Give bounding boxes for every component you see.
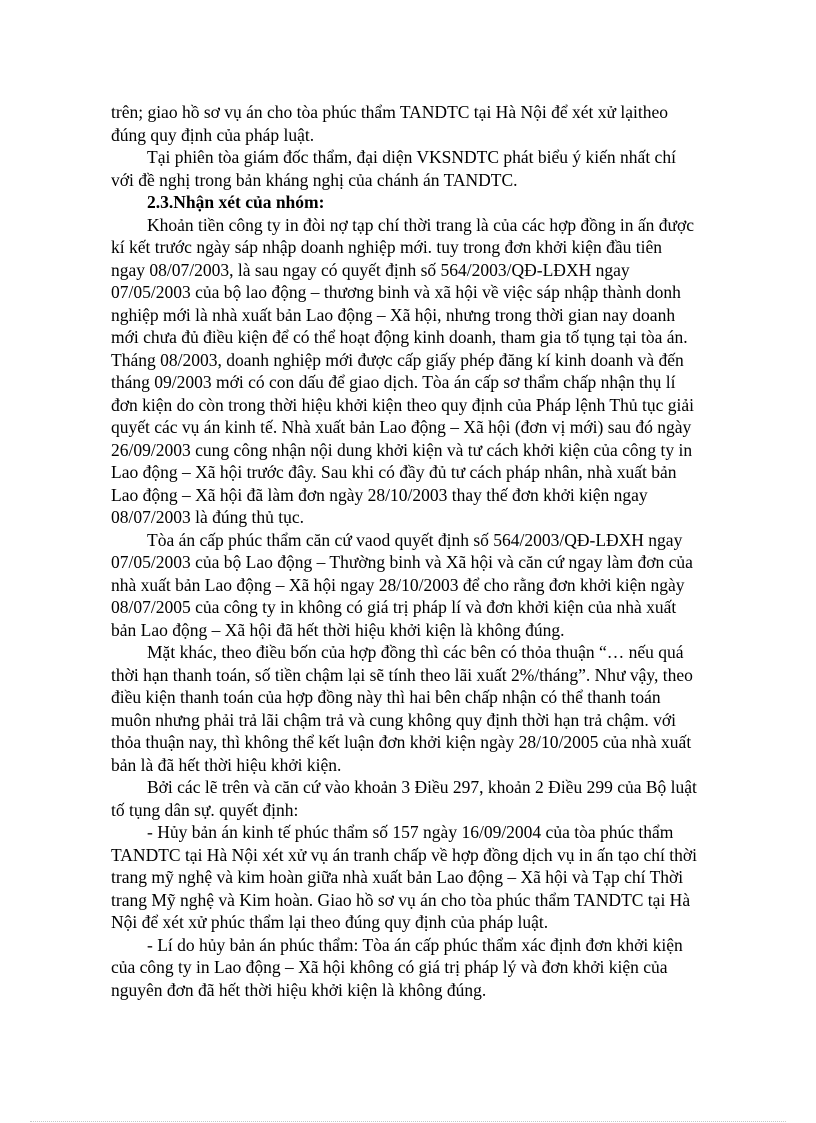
section-heading: 2.3.Nhận xét của nhóm:: [147, 192, 325, 212]
text-line: - Hủy bản án kinh tế phúc thẩm số 157 ngày 16/09/2004 của tòa phúc thẩm: [147, 822, 674, 842]
text-line: 08/07/2003 là đúng thủ tục.: [111, 507, 304, 527]
text-line: thỏa thuận nay, thì không thể kết luận đơn khởi kiện ngày 28/10/2005 của nhà xuất: [111, 732, 692, 752]
text-line: với đề nghị trong bản kháng nghị của chánh án TANDTC.: [111, 169, 518, 190]
text-line: trang mỹ nghệ và kim hoàn giữa nhà xuất bản Lao động – Xã hội và Tạp chí Thời: [111, 867, 684, 887]
text-line: Tòa án cấp phúc thẩm căn cứ vaod quyết định số 564/2003/QĐ-LĐXH ngay: [147, 529, 683, 550]
text-line: mới chưa đủ điều kiện để có thể hoạt động kinh doanh, tham gia tố tụng tại tòa án.: [111, 327, 688, 347]
document-page: [111, 101, 785, 1001]
text-line: của công ty in Lao động – Xã hội không có giá trị pháp lý và đơn khởi kiện của: [111, 957, 668, 977]
text-line: tháng 09/2003 mới có con dấu để giao dịch. Tòa án cấp sơ thẩm chấp nhận thụ lí: [111, 372, 676, 392]
text-line: bản Lao động – Xã hội đã hết thời hiệu khởi kiện là không đúng.: [111, 619, 565, 640]
text-line: điều kiện thanh toán của hợp đồng này thì hai bên chấp nhận có thể thanh toán: [111, 687, 661, 707]
text-line: trang Mỹ nghệ và Kim hoàn. Giao hồ sơ vụ án cho tòa phúc thẩm TANDTC tại Hà: [111, 889, 691, 910]
text-line: Tháng 08/2003, doanh nghiệp mới được cấp giấy phép đăng kí kinh doanh và đến: [111, 349, 684, 370]
text-line: kí kết trước ngày sáp nhập doanh nghiệp mới. tuy trong đơn khởi kiện đầu tiên: [111, 237, 662, 257]
text-line: Bởi các lẽ trên và căn cứ vào khoản 3 Điều 297, khoản 2 Điều 299 của Bộ luật: [147, 777, 697, 797]
text-line: 07/05/2003 của bộ Lao động – Thường binh và Xã hội và căn cứ ngay làm đơn của: [111, 552, 693, 572]
text-line: Mặt khác, theo điều bốn của hợp đồng thì các bên có thỏa thuận “… nếu quá: [147, 642, 684, 662]
text-line: trên; giao hồ sơ vụ án cho tòa phúc thẩm TANDTC tại Hà Nội để xét xử lạitheo: [111, 102, 668, 122]
text-line: nguyên đơn đã hết thời hiệu khởi kiện là không đúng.: [111, 979, 487, 1000]
text-line: Nội để xét xử phúc thẩm lại theo đúng quy định của pháp luật.: [111, 912, 549, 932]
text-line: 07/05/2003 của bộ lao động – thương binh và xã hội về việc sáp nhập thành donh: [111, 282, 681, 302]
text-line: bản là đã hết thời hiệu khởi kiện.: [111, 754, 342, 775]
text-line: - Lí do hủy bản án phúc thẩm: Tòa án cấp phúc thẩm xác định đơn khởi kiện: [147, 934, 683, 955]
text-line: TANDTC tại Hà Nội xét xử vụ án tranh chấp về hợp đồng dịch vụ in ấn tạo chí thời: [111, 844, 697, 865]
text-line: quyết các vụ án kinh tế. Nhà xuất bản Lao động – Xã hội (đơn vị mới) sau đó ngày: [111, 417, 692, 437]
page-bottom-divider: [30, 1121, 786, 1122]
text-line: nghiệp mới là nhà xuất bản Lao động – Xã hội, nhưng trong thời gian nay doanh: [111, 304, 676, 325]
text-line: tố tụng dân sự. quyết định:: [111, 799, 299, 820]
text-line: 08/07/2005 của công ty in không có giá trị pháp lí và đơn khởi kiện của nhà xuất: [111, 597, 677, 617]
text-line: thời hạn thanh toán, số tiền chậm lại sẽ tính theo lãi xuất 2%/tháng”. Như vậy, theo: [111, 664, 693, 685]
text-line: đúng quy định của pháp luật.: [111, 124, 315, 145]
text-line: Lao động – Xã hội trước đây. Sau khi có đầy đủ tư cách pháp nhân, nhà xuất bản: [111, 462, 677, 482]
text-line: nhà xuất bản Lao động – Xã hội ngay 28/10/2003 để cho rằng đơn khởi kiện ngày: [111, 574, 685, 595]
text-line: Lao động – Xã hội đã làm đơn ngày 28/10/2003 thay thế đơn khởi kiện ngay: [111, 484, 648, 505]
text-line: đơn kiện do còn trong thời hiệu khởi kiện theo quy định của Pháp lệnh Thủ tục giải: [111, 394, 694, 415]
text-line: Tại phiên tòa giám đốc thẩm, đại diện VKSNDTC phát biểu ý kiến nhất chí: [147, 147, 676, 167]
text-line: 26/09/2003 cung công nhận nội dung khởi kiện và tư cách khởi kiện của công ty in: [111, 439, 693, 460]
text-line: muôn nhưng phải trả lãi chậm trả và cung không quy định thời hạn trả chậm. với: [111, 709, 677, 730]
text-line: Khoản tiền công ty in đòi nợ tạp chí thời trang là của các hợp đồng in ấn được: [147, 214, 695, 235]
text-line: ngay 08/07/2003, là sau ngay có quyết định số 564/2003/QĐ-LĐXH ngay: [111, 259, 630, 280]
